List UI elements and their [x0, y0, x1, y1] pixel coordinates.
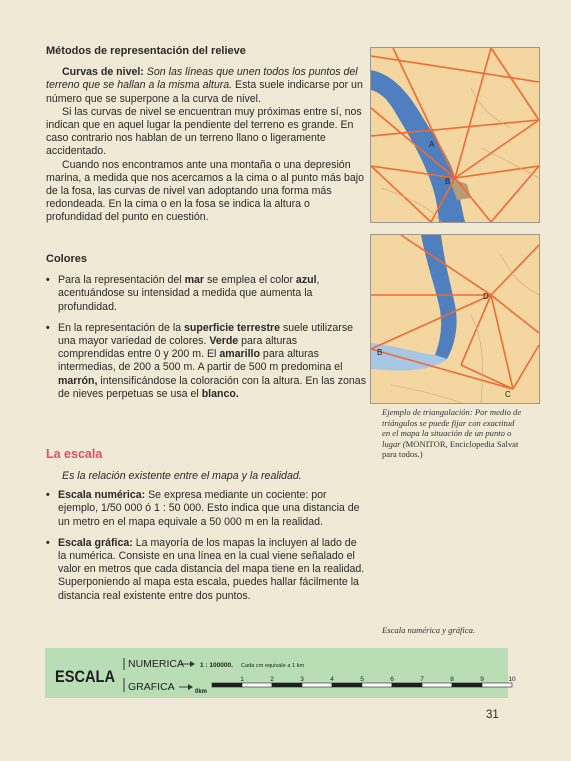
scale-segment — [452, 683, 482, 687]
map-label-b: B — [445, 177, 451, 186]
triangulation-caption — [382, 407, 522, 460]
scale-word: ESCALA — [55, 667, 115, 686]
escala-intro: Es la relación existente entre el mapa y la realidad. — [62, 470, 302, 482]
graphic-scale-bar — [212, 676, 516, 687]
grafica-zero-label: 0km — [195, 689, 208, 695]
section-heading-escala: La escala — [46, 447, 103, 461]
scale-tick-label: 6 — [390, 676, 394, 683]
scale-tick-label: 5 — [360, 676, 364, 683]
scale-tick-label: 4 — [330, 676, 334, 683]
scale-tick-label: 8 — [450, 676, 454, 683]
text: suele utilizarse una mayor variedad de colores. — [58, 321, 354, 348]
scale-tick-label: 10 — [508, 676, 516, 683]
curvas-term: Curvas de nivel: — [62, 66, 144, 79]
numerica-label: NUMERICA — [128, 658, 185, 670]
scale-segment — [302, 683, 332, 687]
bullet-dot-icon: • — [46, 321, 50, 334]
scale-tick-label: 2 — [270, 676, 274, 683]
numerica-value: 1 : 100000. — [200, 662, 233, 669]
scale-segment — [212, 683, 242, 687]
curvas-definition: Son las líneas que unen todos los puntos del terreno que se hallan a la misma altura. — [46, 66, 358, 92]
term-verde: Verde — [209, 335, 239, 348]
term-mar: mar — [184, 274, 205, 287]
relieve-paragraph-2: Si las curvas de nivel se encuentran muy próximas entre sí, nos indican que en aquel lugar la pendiente del terreno es grande. En caso contrario nos hablan de un terreno llano o ligeramente accidentado. — [46, 105, 362, 158]
scale-segment — [422, 683, 452, 687]
map-label-d: D — [483, 292, 489, 301]
grafica-label: GRAFICA — [128, 681, 175, 693]
scale-tick-label: 9 — [480, 676, 484, 683]
map-bottom-svg — [371, 235, 539, 403]
triangulation-map-bottom — [370, 234, 540, 404]
curvas-paragraph — [46, 66, 366, 106]
colores-bullet-superficie — [46, 322, 366, 401]
escala-bullet-grafica — [46, 537, 366, 603]
term-azul: azul — [295, 274, 317, 287]
escala-bullet-numerica — [46, 489, 366, 529]
scale-tick-label: 3 — [300, 676, 304, 683]
map-label-a: A — [429, 140, 435, 149]
text: En la representación de la — [58, 321, 185, 334]
section-heading-relieve: Métodos de representación del relieve — [46, 45, 246, 57]
term-marron: marrón, — [58, 374, 98, 387]
term-amarillo: amarillo — [219, 348, 260, 361]
scale-segment — [392, 683, 422, 687]
scale-segment — [242, 683, 272, 687]
bullet-dot-icon: • — [46, 274, 50, 287]
section-heading-colores: Colores — [46, 253, 87, 265]
relief-section — [46, 45, 366, 225]
scale-segment — [272, 683, 302, 687]
triangulation-caption-source: MONITOR, Enciclopedia Salvat para todos.) — [382, 438, 519, 460]
scale-graphic — [45, 648, 516, 698]
text: intensificándose la coloración con la altura. En las zonas de nieves perpetuas se usa el — [58, 374, 366, 400]
scale-section — [46, 470, 366, 603]
map-label-b-bottom: B — [377, 348, 383, 357]
text: Para la representación del — [58, 274, 185, 287]
relieve-paragraph-3: Cuando nos encontramos ante una montaña o una depresión marina, a medida que nos acercamos a la cima o al punto más bajo de la fosa, las curvas de nivel van adoptando una forma más redondeada. En la cima o en la fosa se indica la altura o profundidad del punto en cuestión. — [46, 158, 364, 224]
numerica-note: Cada cm equivale a 1 km — [241, 663, 305, 669]
text: , acentuándose su intensidad a medida que aumenta la profundidad. — [58, 274, 320, 313]
term-superficie: superficie terrestre — [184, 321, 281, 334]
map-label-c: C — [505, 390, 511, 399]
text: Se expresa mediante un cociente: por ejemplo, 1/50 000 ó 1 : 50 000. Esto indica que una distancia de un metro en el mapa equivale a 50 000 m en la realidad. — [58, 489, 360, 528]
triangulation-caption-text: Ejemplo de triangulación: Por medio de triángulos se puede fijar con exactitud en el mapa la situación de un punto o lugar ( — [382, 407, 522, 449]
scale-tick-label: 1 — [240, 676, 244, 683]
colores-bullet-mar — [46, 274, 366, 314]
scale-tick-label: 7 — [420, 676, 424, 683]
colors-section — [46, 253, 366, 401]
text: se emplea el color — [204, 274, 296, 287]
scale-segment — [482, 683, 512, 687]
scale-segment — [332, 683, 362, 687]
text: para alturas comprendidas entre 0 y 200 m. El — [58, 335, 298, 361]
scale-segment — [362, 683, 392, 687]
term-escala-numerica: Escala numérica: — [58, 489, 146, 502]
text: para alturas intermedias, de 200 a 500 m. A partir de 500 m predomina el — [58, 348, 343, 374]
bullet-dot-icon: • — [46, 489, 50, 502]
page-number: 31 — [486, 709, 499, 721]
map-top-svg — [371, 48, 539, 222]
scale-caption: Escala numérica y gráfica. — [382, 625, 476, 635]
scale-graphic-svg — [45, 648, 516, 698]
text: La mayoría de los mapas la incluyen al lado de la numérica. Consiste en una línea en la cual viene señalado el valor en metros que cada distancia del mapa tiene en la realidad. Superponiendo al mapa esta escala, puedes hallar fácilmente la distancia real existente entre dos puntos. — [58, 536, 365, 602]
term-escala-grafica: Escala gráfica: — [58, 536, 133, 549]
term-blanco: blanco. — [201, 387, 239, 400]
triangulation-map-top — [370, 47, 540, 223]
curvas-rest: Esta suele indicarse por un número que se superpone a la curva de nivel. — [46, 79, 363, 105]
bullet-dot-icon: • — [46, 536, 50, 549]
